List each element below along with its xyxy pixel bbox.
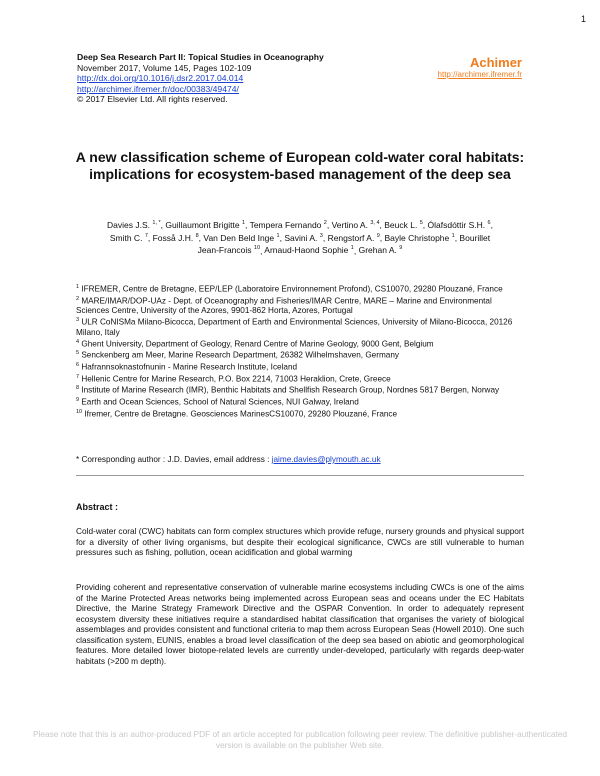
abstract-heading: Abstract : [76,502,119,512]
affiliation-text: Ifremer, Centre de Bretagne. Geosciences MarinesCS10070, 29280 Plouzané, France [84,409,398,419]
author-affiliation-marker: 10 [253,245,261,252]
archimer-brand [438,55,522,80]
author-name: Van Den Beld Inge [203,232,275,243]
author-name: Guillaumont Brigitte [165,219,240,230]
corresponding-author-label: * Corresponding author : J.D. Davies, email address : [76,455,270,464]
author [165,220,245,230]
author [110,233,148,243]
author-name: Bayle Christophe [384,232,450,243]
author-name: Arnaud-Haond Sophie [264,245,349,256]
author [250,220,327,230]
author-affiliation-marker: 6 [487,220,491,226]
affiliation-number: 5 [76,350,80,357]
corresponding-author [76,455,381,464]
author-affiliation-marker: 2 [323,220,327,226]
affiliation-number: 3 [76,317,80,324]
affiliation-number: 4 [76,338,80,345]
author-affiliation-marker: 1 [241,220,245,226]
author [359,245,403,255]
author-affiliation-marker: 8 [195,232,199,239]
archimer-link[interactable]: http://archimer.ifremer.fr [437,70,522,79]
author [428,220,491,230]
author-affiliation-marker: 1 [350,245,354,252]
author-affiliation-marker: 3, 4 [370,220,380,226]
author [203,233,279,243]
author [328,233,380,243]
author-list: Davies J.S. $^{1, *}$, Guillaumont Brigitte $^1$, Tempera Fernando $^2$, Vertino A. $^{3, 4}$, Beuck L. $^5$, Ólafsdóttir S.H. $^6$, Smith C. $^7$, Fosså J.H. $^8$, Van Den Beld Inge $^1$, Savini A. $^3$, Rengstorf A. $^9$, Bayle Christophe $^1$, Bourillet Jean-Francois $^{10}$, Arnaud-Haond Sophie $^1$, Grehan A. $^9$ [107,219,493,256]
affiliation [76,361,526,373]
author [284,233,323,243]
author-affiliation-marker: 3 [319,232,323,239]
affiliation-text: Senckenberg am Meer, Marine Research Department, 26382 Wilhelmshaven, Germany [81,351,399,361]
author [107,220,161,230]
affiliation [76,316,526,338]
affiliation-text: Earth and Ocean Sciences, School of Natural Sciences, NUI Galway, Ireland [81,397,359,407]
affiliation-number: 1 [76,284,80,290]
author-name: Savini A. [284,232,318,243]
author-affiliation-marker: 7 [144,232,148,239]
author-affiliation-marker: 5 [419,220,423,226]
author-name: Vertino A. [331,219,368,230]
affiliation-text: Hellenic Centre for Marine Research, P.O. Box 2214, 71003 Heraklion, Crete, Greece [81,374,391,384]
doi-link[interactable]: http://dx.doi.org/10.1016/j.dsr2.2017.04.014 [77,73,244,84]
author [384,220,423,230]
author-name: Ólafsdóttir S.H. [427,219,486,230]
affiliation-number: 8 [76,385,80,392]
page-number: 1 [580,14,586,24]
affiliation-text: MARE/IMAR/DOP-UAz - Dept. of Oceanography and Fisheries/IMAR Centre, MARE – Marine and Environmental Sciences Centre, University of the Azores, 9901-862 Horta, Azores, Portugal [76,296,492,316]
affiliation-number: 10 [76,408,83,415]
author-affiliation-marker: 1 [276,232,280,239]
affiliation [76,396,526,408]
affiliation [76,408,526,420]
author-name: Fosså J.H. [152,232,194,243]
author-name: Smith C. [109,232,143,243]
peer-review-notice: Please note that this is an author-produced PDF of an article accepted for publication following peer review. The definitive publisher-authenticated version is available on the publisher Web site. [33,729,567,750]
author-name: Davies J.S. [107,219,151,230]
affiliation-text: Institute of Marine Research (IMR), Benthic Habitats and Shellfish Research Group, Nordnes 5817 Bergen, Norway [81,386,500,396]
affiliation-number: 7 [76,373,80,380]
author-affiliation-marker: 1, * [152,220,161,226]
affiliation-text: IFREMER, Centre de Bretagne, EEP/LEP (Laboratoire Environnement Profond), CS10070, 29280 Plouzané, France [81,284,503,294]
abstract-paragraph: Cold-water coral (CWC) habitats can form complex structures which provide refuge, nursery grounds and physical support for a diversity of other living organisms, but despite their ecological significance, CWCs are still vulnerable to human pressures such as fishing, pollution, ocean acidification and global warming [76,526,524,557]
author-name: Beuck L. [384,219,418,230]
abstract-paragraph: Providing coherent and representative conservation of vulnerable marine ecosystems including CWCs is one of the aims of the Marine Protected Areas networks being implemented across European seas and oceans under the EC Habitats Directive, the Marine Strategy Framework Directive and the OSPAR Convention. In order to adequately represent ecosystem diversity these initiatives require a standardised habitat classification that organises the variety of biological assemblages and provides consistent and functional criteria to map them across European Seas (Howell 2010). One such classification system, EUNIS, enables a broad level classification of the deep sea based on abiotic and geomorphological features. More detailed lower biotope-related levels are currently under-developed, particularly with regards deep-water habitats (>200 m depth). [76,582,524,666]
archimer-logo: Achimer [469,55,522,70]
author-affiliation-marker: 9 [399,245,403,252]
author-affiliation-marker: 9 [376,232,380,239]
affiliation-list [76,283,526,419]
citation-header [77,52,324,105]
archive-link[interactable]: http://archimer.ifremer.fr/doc/00383/49474/ [77,83,239,94]
affiliation [76,349,526,361]
author [153,233,199,243]
author [385,233,455,243]
author-name: Tempera Fernando [249,219,322,230]
copyright: © 2017 Elsevier Ltd. All rights reserved. [77,94,228,105]
author-email-link[interactable]: jaime.davies@plymouth.ac.uk [271,455,381,464]
affiliation [76,283,526,295]
affiliation-number: 2 [76,295,80,302]
affiliation [76,384,526,396]
author-name: Bourillet Jean-Francois [197,232,491,256]
affiliation [76,373,526,385]
affiliation-text: Ghent University, Department of Geology, Renard Centre of Marine Geology, 9000 Gent, Belgium [81,339,434,349]
section-divider [76,475,524,476]
article-title: A new classification scheme of European cold-water coral habitats: implications for ecosystem-based management of the deep sea [75,149,525,182]
author-affiliation-marker: 1 [451,232,455,239]
author [332,220,380,230]
affiliation [76,295,526,317]
journal-name: Deep Sea Research Part II: Topical Studies in Oceanography [77,52,324,62]
affiliation-text: Hafrannsoknastofnunin - Marine Research Institute, Iceland [81,362,298,372]
affiliation [76,338,526,350]
author [264,245,354,255]
affiliation-number: 6 [76,362,80,369]
affiliation-number: 9 [76,396,80,403]
volume-info: November 2017, Volume 145, Pages 102-109 [77,62,252,73]
author-name: Grehan A. [358,245,397,256]
affiliation-text: ULR CoNISMa Milano-Bicocca, Department of Earth and Environmental Sciences, University of Milano-Bicocca, 20126 Milano, Italy [76,317,513,337]
author-name: Rengstorf A. [327,232,375,243]
